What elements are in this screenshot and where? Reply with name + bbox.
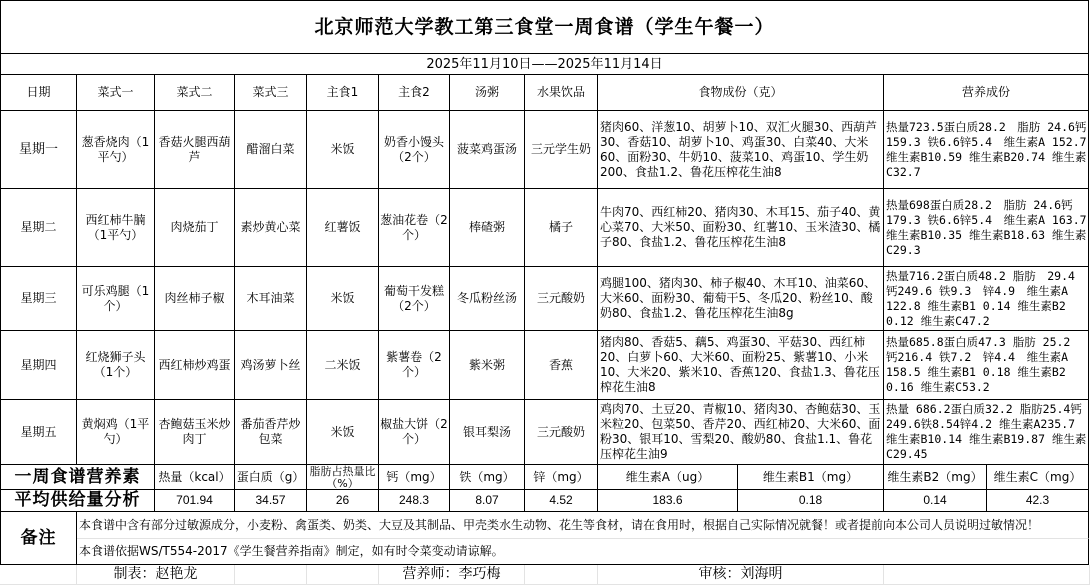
summary-header-zinc: 锌（mg） [525, 465, 598, 490]
notes-allergen: 本食谱中含有部分过敏源成分，小麦粉、禽蛋类、奶类、大豆及其制品、甲壳类水生动物、花生等食材，请在食用时，根据自己实际情况就餐！或者提前向本公司人员说明过敏情况！ [77, 512, 1089, 539]
signature-reviewer: 审核：刘海明 [598, 565, 884, 585]
summary-header-energy: 热量（kcal） [155, 465, 235, 490]
ingredients-wednesday: 鸡腿100、猪肉30、柿子椒40、木耳10、油菜60、大米60、面粉30、葡萄干5、冬瓜20、粉丝10、酸奶80、食盐1.2、鲁花压榨花生油8g [598, 267, 884, 331]
fruit-drink-wednesday: 三元酸奶 [525, 267, 598, 331]
summary-header-protein: 蛋白质（g） [235, 465, 307, 490]
staple1-wednesday: 米饭 [307, 267, 379, 331]
summary-value-energy: 701.94 [155, 490, 235, 512]
summary-value-vitamin-b2: 0.14 [884, 490, 987, 512]
staple1-thursday: 二米饭 [307, 331, 379, 400]
signature-blank [0, 565, 77, 585]
summary-header-vitamin-b2: 维生素B2（mg） [884, 465, 987, 490]
fruit-drink-friday: 三元酸奶 [525, 400, 598, 465]
day-thursday: 星期四 [0, 331, 77, 400]
signature-dietitian: 营养师：李巧梅 [379, 565, 525, 585]
summary-value-vitamin-a: 183.6 [598, 490, 738, 512]
staple1-tuesday: 红薯饭 [307, 189, 379, 267]
staple2-wednesday: 葡萄干发糕（2个） [379, 267, 450, 331]
notes-standard: 本食谱依据WS/T554-2017《学生餐营养指南》制定，如有时令菜变动请谅解。 [77, 539, 1089, 565]
summary-header-vitamin-b1: 维生素B1（mg） [738, 465, 884, 490]
summary-label-bottom: 平均供给量分析 [0, 490, 155, 512]
soup-friday: 银耳梨汤 [450, 400, 525, 465]
nutrition-friday: 热量 686.2蛋白质32.2 脂肪25.4钙249.6铁8.54锌4.2 维生素A235.7 维生素B10.14 维生素B19.87 维生素C29.45 [884, 400, 1089, 465]
dish1-tuesday: 西红柿牛腩（1平勺） [77, 189, 155, 267]
signature-blank [235, 565, 307, 585]
notes-label: 备注 [0, 512, 77, 565]
summary-header-fat-ratio: 脂肪占热量比（%） [307, 465, 379, 490]
dish2-wednesday: 肉丝柿子椒 [155, 267, 235, 331]
ingredients-monday: 猪肉60、洋葱10、胡萝卜10、双汇火腿30、西葫芦30、香菇10、胡萝卜10、鸡蛋30、白菜40、大米60、面粉30、牛奶10、菠菜10、鸡蛋10、学生奶200、食盐1.2、鲁花压榨花生油8 [598, 111, 884, 189]
summary-value-protein: 34.57 [235, 490, 307, 512]
day-monday: 星期一 [0, 111, 77, 189]
dish1-monday: 葱香烧肉（1平勺） [77, 111, 155, 189]
soup-thursday: 紫米粥 [450, 331, 525, 400]
dish2-tuesday: 肉烧茄丁 [155, 189, 235, 267]
summary-value-iron: 8.07 [450, 490, 525, 512]
staple2-friday: 椒盐大饼（2个） [379, 400, 450, 465]
nutrition-wednesday: 热量716.2蛋白质48.2 脂肪 29.4 钙249.6 铁9.3 锌4.9 维生素A 122.8 维生素B1 0.14 维生素B2 0.12 维生素C47.2 [884, 267, 1089, 331]
date-range: 2025年11月10日——2025年11月14日 [0, 54, 1089, 75]
ingredients-tuesday: 牛肉70、西红柿20、猪肉30、木耳15、茄子40、黄心菜70、大米50、面粉30、红薯10、玉米渣30、橘子80、食盐1.2、鲁花压榨花生油8 [598, 189, 884, 267]
signature-blank [884, 565, 1090, 585]
dish3-monday: 醋溜白菜 [235, 111, 307, 189]
page-title: 北京师范大学教工第三食堂一周食谱（学生午餐一） [0, 0, 1089, 54]
dish3-tuesday: 素炒黄心菜 [235, 189, 307, 267]
staple2-thursday: 紫薯卷（2个） [379, 331, 450, 400]
fruit-drink-thursday: 香蕉 [525, 331, 598, 400]
signature-blank [525, 565, 598, 585]
dish2-friday: 杏鲍菇玉米炒肉丁 [155, 400, 235, 465]
summary-value-calcium: 248.3 [379, 490, 450, 512]
header-date: 日期 [0, 75, 77, 111]
fruit-drink-tuesday: 橘子 [525, 189, 598, 267]
summary-value-vitamin-c: 42.3 [987, 490, 1089, 512]
fruit-drink-monday: 三元学生奶 [525, 111, 598, 189]
summary-value-vitamin-b1: 0.18 [738, 490, 884, 512]
summary-header-iron: 铁（mg） [450, 465, 525, 490]
summary-value-fat-ratio: 26 [307, 490, 379, 512]
signature-prepared-by: 制表：赵艳龙 [77, 565, 235, 585]
dish2-thursday: 西红柿炒鸡蛋 [155, 331, 235, 400]
dish3-thursday: 鸡汤萝卜丝 [235, 331, 307, 400]
header-staple2: 主食2 [379, 75, 450, 111]
header-ingredients: 食物成份（克） [598, 75, 884, 111]
day-friday: 星期五 [0, 400, 77, 465]
soup-tuesday: 棒碴粥 [450, 189, 525, 267]
staple1-friday: 米饭 [307, 400, 379, 465]
header-soup: 汤粥 [450, 75, 525, 111]
dish3-wednesday: 木耳油菜 [235, 267, 307, 331]
dish1-friday: 黄焖鸡（1平勺） [77, 400, 155, 465]
summary-header-vitamin-c: 维生素C（mg） [987, 465, 1089, 490]
dish1-thursday: 红烧狮子头（1个） [77, 331, 155, 400]
header-dish3: 菜式三 [235, 75, 307, 111]
day-wednesday: 星期三 [0, 267, 77, 331]
ingredients-thursday: 猪肉80、香菇5、藕5、鸡蛋30、平菇30、西红柿20、白萝卜60、大米60、面粉25、紫薯10、小米10、大米20、紫米10、香蕉120、食盐1.3、鲁花压榨花生油8 [598, 331, 884, 400]
summary-label-top: 一周食谱营养素 [0, 465, 155, 490]
header-dish1: 菜式一 [77, 75, 155, 111]
staple2-monday: 奶香小馒头（2个） [379, 111, 450, 189]
nutrition-tuesday: 热量698蛋白质28.2 脂肪 24.6钙179.3 铁6.6锌5.4 维生素A 163.7 维生素B10.35 维生素B18.63 维生素C29.3 [884, 189, 1089, 267]
summary-value-zinc: 4.52 [525, 490, 598, 512]
soup-wednesday: 冬瓜粉丝汤 [450, 267, 525, 331]
nutrition-monday: 热量723.5蛋白质28.2 脂肪 24.6钙159.3 铁6.6锌5.4 维生素A 152.7 维生素B10.59 维生素B20.74 维生素C32.7 [884, 111, 1089, 189]
header-nutrition: 营养成份 [884, 75, 1089, 111]
header-dish2: 菜式二 [155, 75, 235, 111]
day-tuesday: 星期二 [0, 189, 77, 267]
summary-header-vitamin-a: 维生素A（ug） [598, 465, 738, 490]
dish2-monday: 香菇火腿西葫芦 [155, 111, 235, 189]
signature-blank [307, 565, 379, 585]
staple2-tuesday: 葱油花卷（2个） [379, 189, 450, 267]
dish1-wednesday: 可乐鸡腿（1个） [77, 267, 155, 331]
nutrition-thursday: 热量685.8蛋白质47.3 脂肪 25.2 钙216.4 铁7.2 锌4.4 维生素A 158.5 维生素B1 0.18 维生素B2 0.16 维生素C53.2 [884, 331, 1089, 400]
ingredients-friday: 鸡肉70、土豆20、青椒10、猪肉30、杏鲍菇30、玉米粒20、包菜50、香芹20、西红柿20、大米60、面粉30、银耳10、雪梨20、酸奶80、食盐1.1、鲁花压榨花生油9 [598, 400, 884, 465]
soup-monday: 菠菜鸡蛋汤 [450, 111, 525, 189]
summary-header-calcium: 钙（mg） [379, 465, 450, 490]
header-staple1: 主食1 [307, 75, 379, 111]
header-fruit-drink: 水果饮品 [525, 75, 598, 111]
dish3-friday: 番茄香芹炒包菜 [235, 400, 307, 465]
staple1-monday: 米饭 [307, 111, 379, 189]
